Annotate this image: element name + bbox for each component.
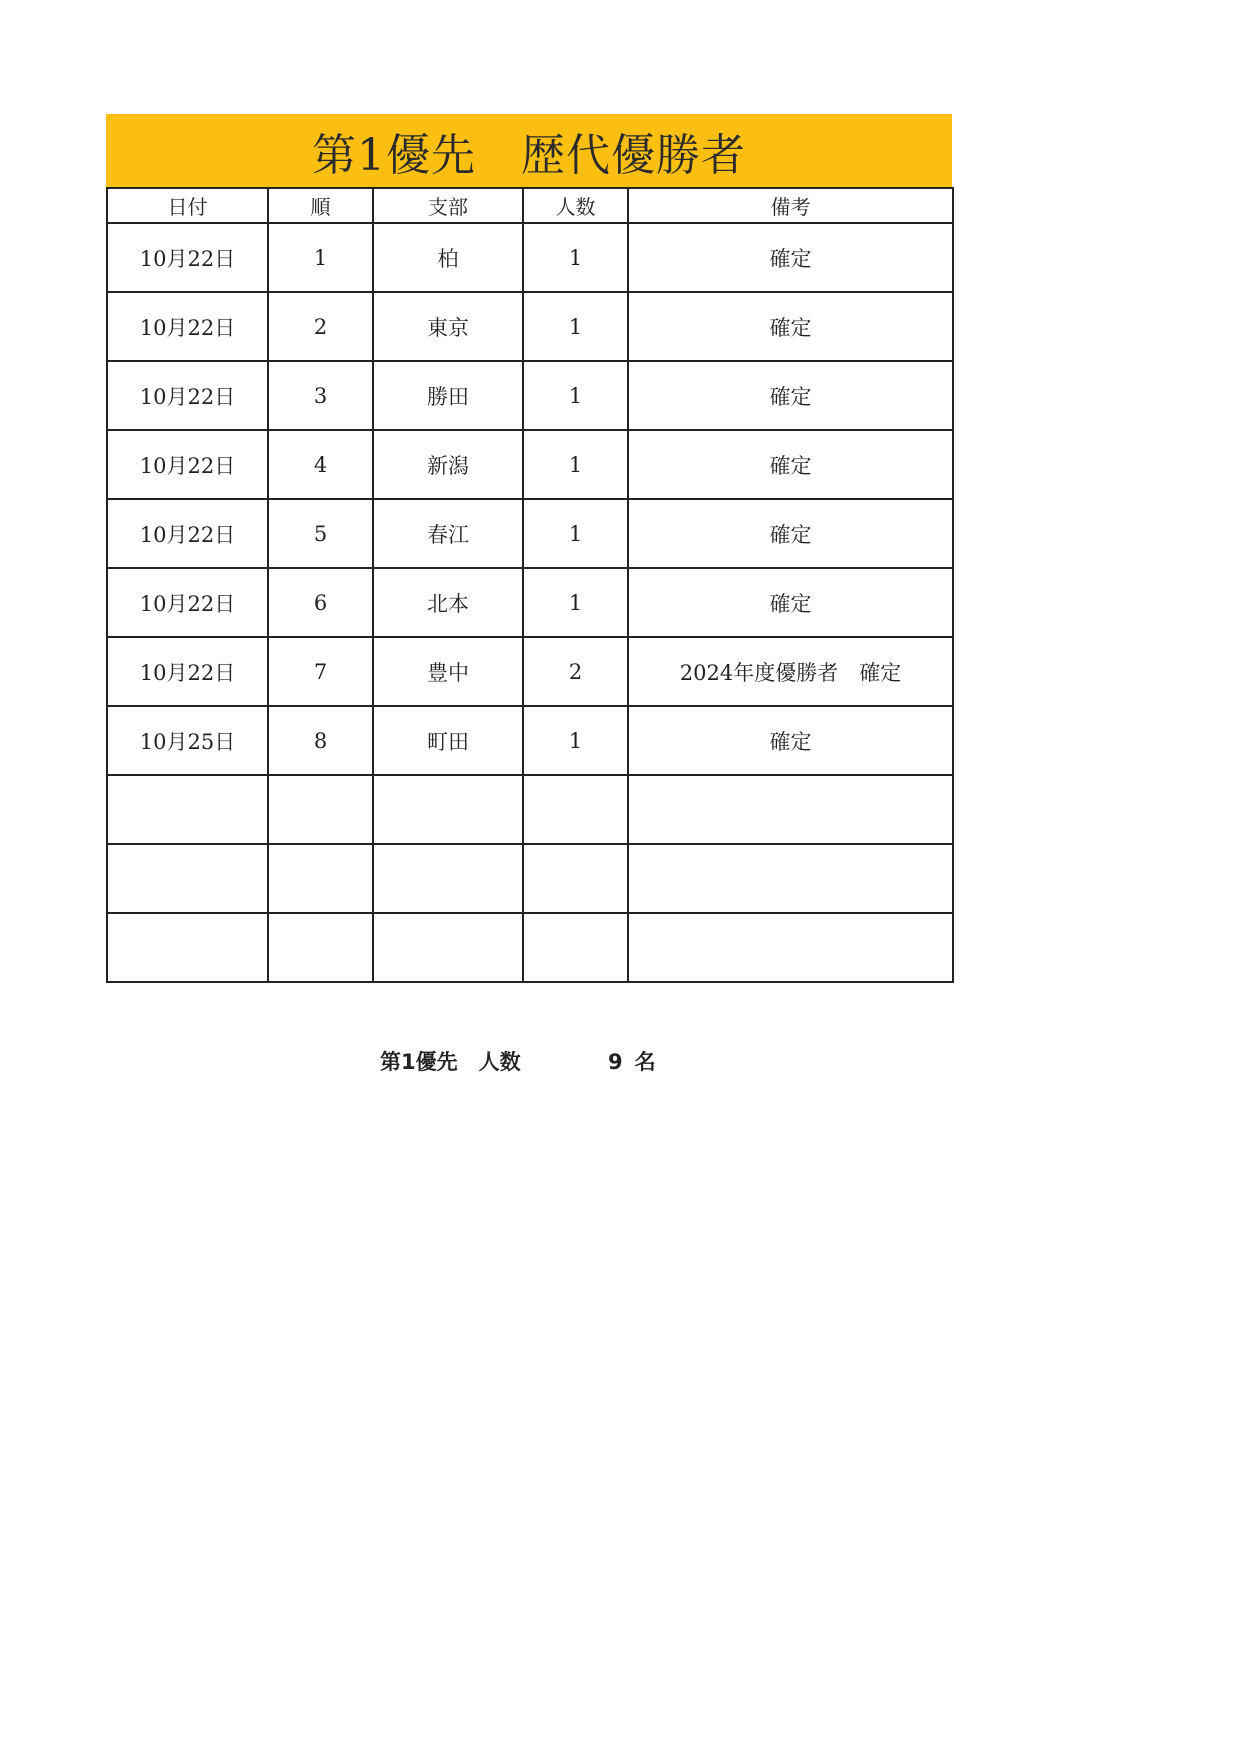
- cell-date: 10月22日: [107, 499, 268, 568]
- header-row: [107, 188, 953, 223]
- cell-note: [628, 913, 953, 982]
- cell-note: 確定: [628, 223, 953, 292]
- cell-note: 確定: [628, 568, 953, 637]
- cell-note: 確定: [628, 430, 953, 499]
- cell-branch: 春江: [373, 499, 523, 568]
- table-row: [107, 430, 953, 499]
- cell-date: 10月22日: [107, 637, 268, 706]
- table-row: [107, 292, 953, 361]
- cell-note: 2024年度優勝者 確定: [628, 637, 953, 706]
- cell-note: 確定: [628, 499, 953, 568]
- cell-branch: 北本: [373, 568, 523, 637]
- cell-note: 確定: [628, 361, 953, 430]
- cell-rank: 1: [268, 223, 373, 292]
- cell-note: 確定: [628, 706, 953, 775]
- cell-date: 10月22日: [107, 223, 268, 292]
- cell-count: 1: [523, 223, 628, 292]
- cell-date: [107, 844, 268, 913]
- cell-count: 1: [523, 292, 628, 361]
- table-row: [107, 223, 953, 292]
- cell-count: 1: [523, 568, 628, 637]
- cell-date: 10月22日: [107, 568, 268, 637]
- cell-branch: 新潟: [373, 430, 523, 499]
- cell-branch: [373, 913, 523, 982]
- cell-rank: 3: [268, 361, 373, 430]
- table-row: [107, 706, 953, 775]
- cell-count: 1: [523, 430, 628, 499]
- cell-count: [523, 775, 628, 844]
- table-row-empty: [107, 844, 953, 913]
- cell-rank: 8: [268, 706, 373, 775]
- cell-branch: 勝田: [373, 361, 523, 430]
- cell-date: 10月22日: [107, 430, 268, 499]
- cell-rank: 4: [268, 430, 373, 499]
- cell-date: [107, 913, 268, 982]
- cell-branch: 東京: [373, 292, 523, 361]
- table-row-empty: [107, 913, 953, 982]
- cell-count: 1: [523, 706, 628, 775]
- cell-branch: 柏: [373, 223, 523, 292]
- cell-count: 1: [523, 361, 628, 430]
- cell-count: 1: [523, 499, 628, 568]
- cell-count: [523, 844, 628, 913]
- cell-count: [523, 913, 628, 982]
- table-row: [107, 637, 953, 706]
- summary-count: 9: [608, 1050, 623, 1074]
- cell-note: [628, 844, 953, 913]
- cell-rank: 5: [268, 499, 373, 568]
- summary-label: 第1優先 人数: [380, 1050, 521, 1074]
- cell-note: 確定: [628, 292, 953, 361]
- table-row: [107, 361, 953, 430]
- cell-branch: 豊中: [373, 637, 523, 706]
- table-row: [107, 568, 953, 637]
- summary-line: [380, 1046, 656, 1076]
- cell-branch: 町田: [373, 706, 523, 775]
- column-header-note: 備考: [628, 188, 953, 223]
- cell-rank: [268, 913, 373, 982]
- cell-date: [107, 775, 268, 844]
- cell-date: 10月22日: [107, 361, 268, 430]
- sheet-title: 第1優先 歴代優勝者: [106, 114, 952, 187]
- cell-branch: [373, 775, 523, 844]
- column-header-branch: 支部: [373, 188, 523, 223]
- column-header-count: 人数: [523, 188, 628, 223]
- cell-rank: 2: [268, 292, 373, 361]
- results-sheet: [106, 114, 952, 983]
- table-row-empty: [107, 775, 953, 844]
- cell-rank: 6: [268, 568, 373, 637]
- column-header-rank: 順: [268, 188, 373, 223]
- cell-rank: [268, 844, 373, 913]
- cell-rank: 7: [268, 637, 373, 706]
- cell-branch: [373, 844, 523, 913]
- cell-note: [628, 775, 953, 844]
- column-header-date: 日付: [107, 188, 268, 223]
- results-table: [106, 187, 954, 983]
- cell-count: 2: [523, 637, 628, 706]
- cell-rank: [268, 775, 373, 844]
- cell-date: 10月25日: [107, 706, 268, 775]
- summary-unit: 名: [634, 1050, 656, 1074]
- cell-date: 10月22日: [107, 292, 268, 361]
- table-row: [107, 499, 953, 568]
